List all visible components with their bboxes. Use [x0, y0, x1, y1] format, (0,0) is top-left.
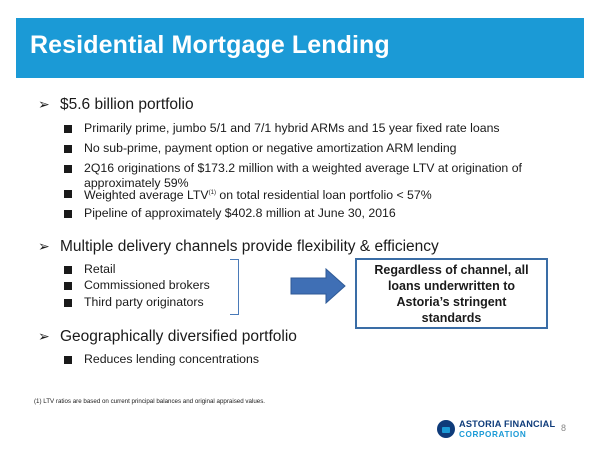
- page-title: Residential Mortgage Lending: [30, 31, 390, 59]
- ltv-label: Weighted average LTV: [84, 188, 209, 203]
- company-logo: ASTORIA FINANCIAL CORPORATION: [437, 419, 552, 441]
- arrow-bullet-icon: ➢: [38, 328, 50, 344]
- square-bullet-icon: [64, 299, 72, 307]
- square-bullet-icon: [64, 356, 72, 364]
- square-bullet-icon: [64, 125, 72, 133]
- arrow-bullet-icon: ➢: [38, 96, 50, 112]
- square-bullet-icon: [64, 266, 72, 274]
- callout-text: Regardless of channel, all loans underwritten to Astoria’s stringent standards: [374, 262, 529, 325]
- square-bullet-icon: [64, 145, 72, 153]
- right-arrow-icon: [290, 268, 346, 304]
- bracket-shape: [230, 259, 239, 315]
- footnote-marker: (1): [208, 190, 216, 196]
- arrow-bullet-icon: ➢: [38, 238, 50, 254]
- square-bullet-icon: [64, 282, 72, 290]
- page-number: 8: [561, 423, 567, 433]
- title-banner: [16, 18, 584, 78]
- ltv-suffix: on total residential loan portfolio < 57%: [215, 188, 432, 203]
- square-bullet-icon: [64, 210, 72, 218]
- square-bullet-icon: [64, 165, 72, 173]
- square-bullet-icon: [64, 190, 72, 198]
- callout-box: [355, 258, 548, 329]
- logo-emblem-icon: [437, 420, 455, 438]
- footnote: (1) LTV ratios are based on current principal balances and original appraised values.: [34, 398, 266, 405]
